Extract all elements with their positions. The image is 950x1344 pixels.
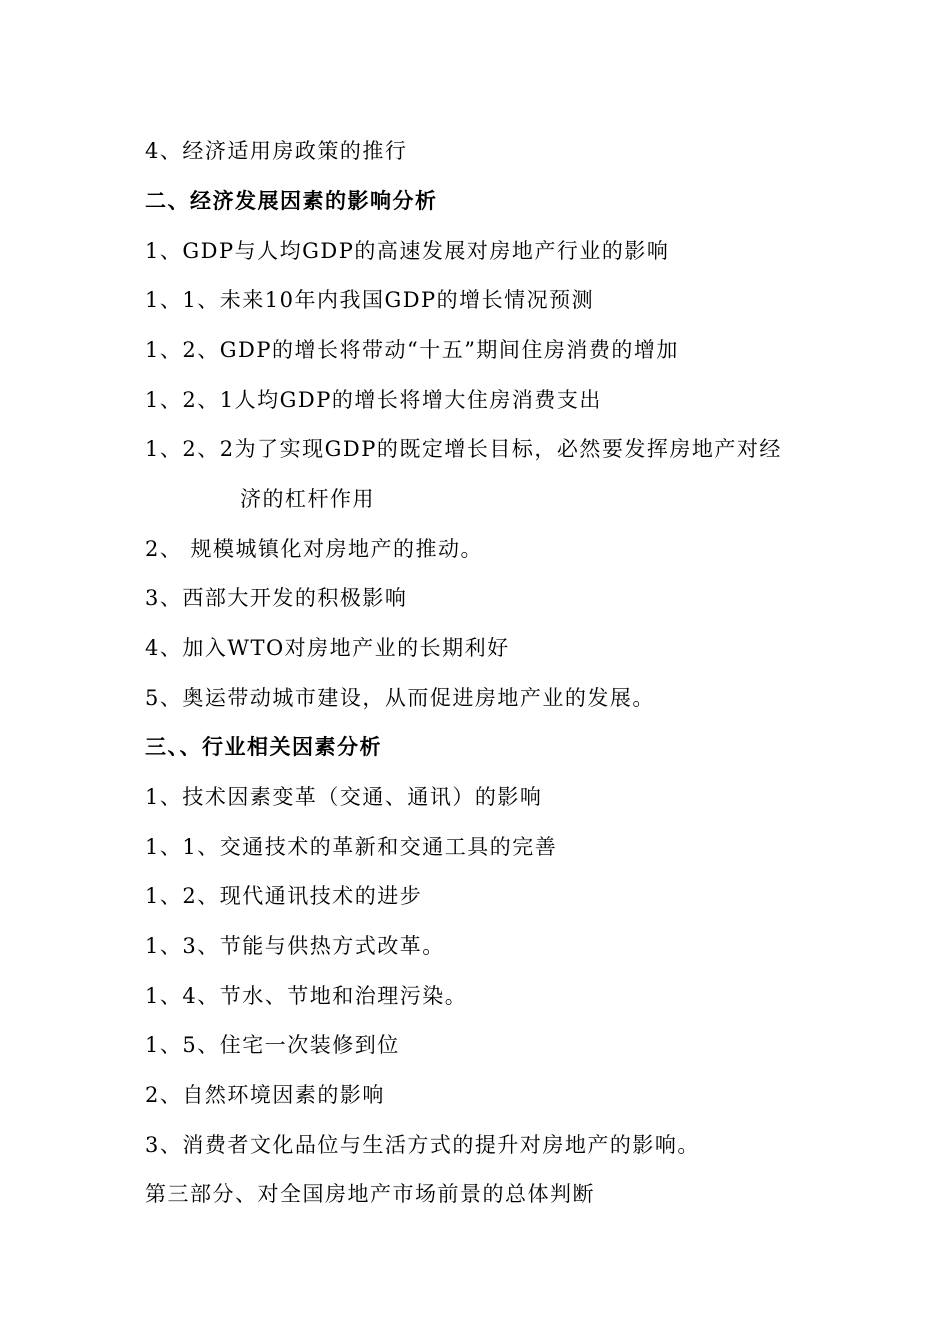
toc-line: 4、经济适用房政策的推行 [145, 139, 408, 163]
toc-line: 2、自然环境因素的影响 [145, 1083, 385, 1107]
toc-line: 1、5、住宅一次装修到位 [145, 1033, 400, 1057]
toc-line: 3、西部大开发的积极影响 [145, 586, 408, 610]
toc-line-continuation: 济的杠杆作用 [240, 487, 375, 511]
toc-line: 1、3、节能与供热方式改革。 [145, 934, 445, 958]
section-heading: 二、经济发展因素的影响分析 [145, 188, 438, 213]
toc-line: 1、2、GDP的增长将带动“十五”期间住房消费的增加 [145, 338, 679, 362]
toc-line: 1、2、2为了实现GDP的既定增长目标，必然要发挥房地产对经 [145, 437, 782, 461]
toc-line: 1、1、未来10年内我国GDP的增长情况预测 [145, 288, 595, 312]
toc-line: 3、消费者文化品位与生活方式的提升对房地产的影响。 [145, 1133, 700, 1157]
toc-line: 4、加入WTO对房地产业的长期利好 [145, 636, 510, 660]
toc-line: 2、 规模城镇化对房地产的推动。 [145, 537, 484, 561]
toc-line: 1、1、交通技术的革新和交通工具的完善 [145, 835, 558, 859]
section-heading: 三、、行业相关因素分析 [145, 734, 382, 759]
toc-line: 1、2、现代通讯技术的进步 [145, 884, 423, 908]
toc-line: 1、GDP与人均GDP的高速发展对房地产行业的影响 [145, 239, 670, 263]
toc-line: 1、技术因素变革（交通、通讯）的影响 [145, 785, 543, 809]
toc-line: 1、4、节水、节地和治理污染。 [145, 984, 468, 1008]
part-heading: 第三部分、对全国房地产市场前景的总体判断 [145, 1182, 595, 1206]
toc-line: 5、奥运带动城市建设，从而促进房地产业的发展。 [145, 686, 655, 710]
toc-line: 1、2、1人均GDP的增长将增大住房消费支出 [145, 388, 602, 412]
